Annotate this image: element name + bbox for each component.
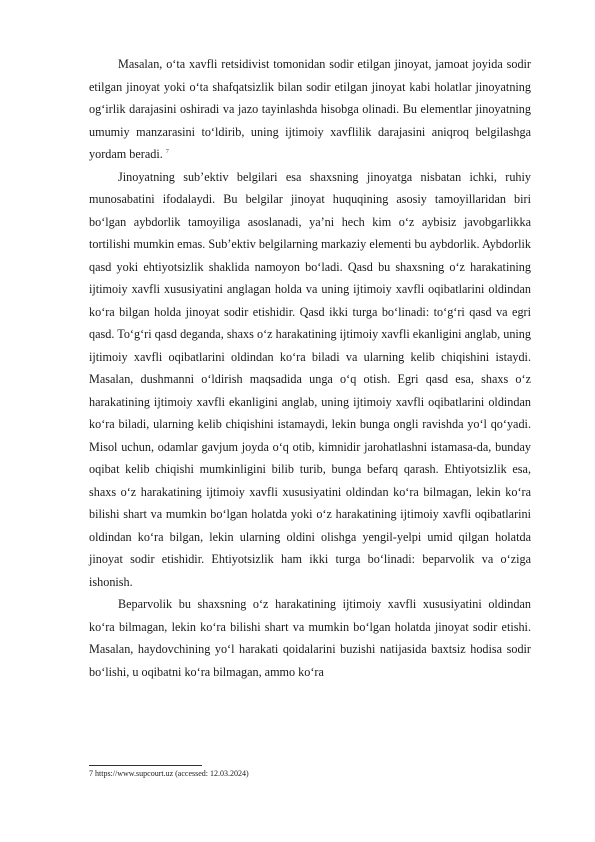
body-text: [89, 53, 531, 683]
footnote-reference[interactable]: 7: [165, 148, 169, 155]
paragraph-3: Beparvolik bu shaxsning o‘z harakatining ijtimoiy xavfli xususiyatini oldindan ko‘ra bilmagan, lekin ko‘ra bilishi shart va mumkin bo‘lgan holatda jinoyat sodir etishi. Masalan, haydovchining yo‘l harakati qoidalarini buzishi natijasida baxtsiz hodisa sodir bo‘lishi, u oqibatni ko‘ra bilmagan, ammo ko‘ra: [89, 597, 531, 679]
footnote-text[interactable]: https://www.supcourt.uz (accessed: 12.03.2024): [95, 769, 249, 778]
paragraph-1-text: Masalan, o‘ta xavfli retsidivist tomonidan sodir etilgan jinoyat, jamoat joyida sodir etilgan jinoyat yoki o‘ta shafqatsizlik bilan sodir etilgan jinoyat kabi holatlar jinoyatning og‘irlik darajasini oshiradi va jazo tayinlashda hisobga olinadi. Bu elementlar jinoyatning umumiy manzarasini to‘ldirib, uning ijtimoiy xavflilik darajasini aniqroq belgilashga yordam beradi.: [89, 57, 531, 161]
footnote-number: 7: [89, 769, 93, 778]
paragraph-2: Jinoyatning sub’ektiv belgilari esa shaxsning jinoyatga nisbatan ichki, ruhiy munosabatini ifodalaydi. Bu belgilar jinoyat huquqining asosiy tamoyillaridan biri bo‘lgan aybdorlik tamoyiliga asoslanadi, ya’ni hech kim o‘z aybisiz javobgarlikka tortilishi mumkin emas. Sub’ektiv belgilarning markaziy elementi bu aybdorlik. Aybdorlik qasd yoki ehtiyotsizlik shaklida namoyon bo‘ladi. Qasd bu shaxsning o‘z harakatining ijtimoiy xavfli xususiyatini anglagan holda va uning ijtimoiy xavfli oqibatlarini oldindan ko‘ra bilgan holda jinoyat sodir etishidir. Qasd ikki turga bo‘linadi: to‘g‘ri qasd va egri qasd. To‘g‘ri qasd deganda, shaxs o‘z harakatining ijtimoiy xavfli ekanligini anglab, uning ijtimoiy xavfli oqibatlarini oldindan ko‘ra biladi va ularning kelib chiqishini istaydi. Masalan, dushmanni o‘ldirish maqsadida unga o‘q otish. Egri qasd esa, shaxs o‘z harakatining ijtimoiy xavfli ekanligini anglab, uning ijtimoiy xavfli oqibatlarini oldindan ko‘ra biladi, ularning kelib chiqishini istamaydi, lekin bunga ongli ravishda yo‘l qo‘yadi. Misol uchun, odamlar gavjum joyda o‘q otib, kimnidir jarohatlashni istamasa-da, bunday oqibat kelib chiqishi mumkinligini bilib turib, bunga befarq qarash. Ehtiyotsizlik esa, shaxs o‘z harakatining ijtimoiy xavfli xususiyatini oldindan ko‘ra bilmagan, lekin ko‘ra bilishi shart va mumkin bo‘lgan holatda yoki o‘z harakatining ijtimoiy xavfli oqibatlarini oldindan ko‘ra bilgan, lekin ularning oldini olishga yengil-yelpi umid qilgan holatda jinoyat sodir etishidir. Ehtiyotsizlik ham ikki turga bo‘linadi: beparvolik va o‘ziga ishonish.: [89, 169, 531, 589]
paragraph-1: [89, 53, 531, 166]
footnote-separator: [89, 765, 202, 766]
footnote: [89, 768, 531, 780]
